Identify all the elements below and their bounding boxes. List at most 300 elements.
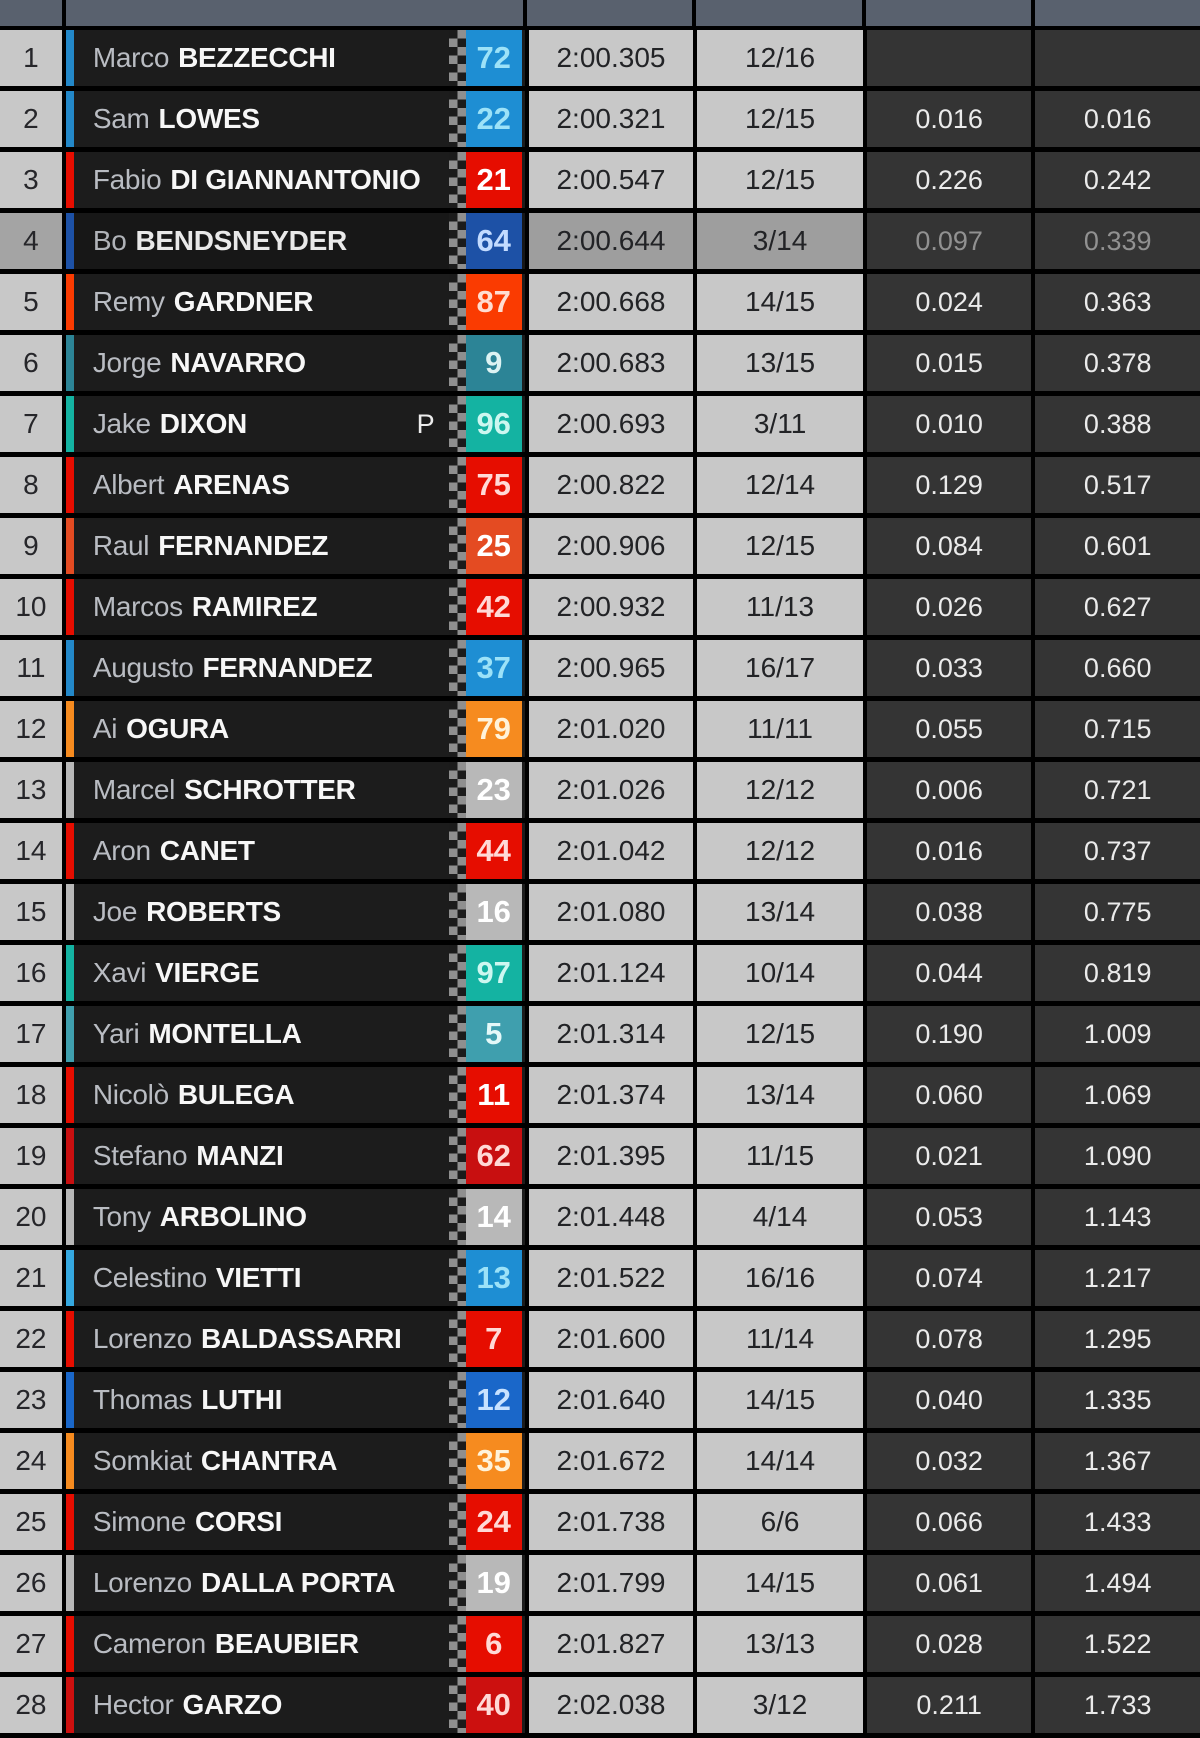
gap-first-cell: 0.242 [1035, 152, 1200, 208]
team-color-stripe [66, 1372, 74, 1428]
position-cell: 27 [0, 1616, 62, 1672]
rider-name-label: Marcel SCHROTTER [92, 774, 356, 805]
rider-surname: NAVARRO [170, 347, 306, 378]
rider-row-12[interactable] [0, 701, 1200, 757]
gap-first-cell: 0.737 [1035, 823, 1200, 879]
rider-row-11[interactable] [0, 640, 1200, 696]
position-cell: 8 [0, 457, 62, 513]
rider-name-label: Nicolò BULEGA [92, 1079, 295, 1110]
rider-name-cell [66, 152, 525, 208]
rider-name-cell [66, 1311, 525, 1367]
team-color-stripe [66, 1677, 74, 1733]
position-cell: 18 [0, 1067, 62, 1123]
rider-surname: BEZZECCHI [178, 42, 336, 73]
rider-name-cell [66, 274, 525, 330]
rider-surname: BEAUBIER [214, 1628, 359, 1659]
gap-first-cell: 0.775 [1035, 884, 1200, 940]
rider-number-badge: 11 [466, 1067, 522, 1123]
gap-previous-cell: 0.044 [867, 945, 1032, 1001]
team-color-stripe [66, 884, 74, 940]
team-color-stripe [66, 1006, 74, 1062]
rider-row-6[interactable] [0, 335, 1200, 391]
position-cell: 21 [0, 1250, 62, 1306]
team-color-stripe [66, 823, 74, 879]
rider-number-badge: 97 [466, 945, 522, 1001]
gap-previous-cell: 0.074 [867, 1250, 1032, 1306]
position-cell: 14 [0, 823, 62, 879]
laps-cell: 12/16 [697, 30, 863, 86]
checkered-divider [449, 1433, 466, 1489]
team-color-stripe [66, 457, 74, 513]
rider-name-label: Tony ARBOLINO [92, 1201, 307, 1232]
rider-row-18[interactable] [0, 1067, 1200, 1123]
laps-cell: 12/15 [697, 518, 863, 574]
rider-name-cell [66, 762, 525, 818]
gap-previous-cell: 0.061 [867, 1555, 1032, 1611]
gap-first-cell: 1.367 [1035, 1433, 1200, 1489]
team-color-stripe [66, 91, 74, 147]
lap-time-cell: 2:01.124 [529, 945, 694, 1001]
checkered-divider [449, 30, 466, 86]
checkered-divider [449, 1006, 466, 1062]
lap-time-cell: 2:01.738 [529, 1494, 694, 1550]
position-cell: 10 [0, 579, 62, 635]
rider-name-cell [66, 640, 525, 696]
laps-cell: 12/12 [697, 823, 863, 879]
position-cell: 19 [0, 1128, 62, 1184]
lap-time-cell: 2:00.693 [529, 396, 694, 452]
gap-previous-cell: 0.028 [867, 1616, 1032, 1672]
checkered-divider [449, 213, 466, 269]
team-color-stripe [66, 152, 74, 208]
gap-previous-cell: 0.032 [867, 1433, 1032, 1489]
position-cell: 4 [0, 213, 62, 269]
position-cell: 16 [0, 945, 62, 1001]
rider-number-badge: 44 [466, 823, 522, 879]
lap-time-cell: 2:00.547 [529, 152, 694, 208]
checkered-divider [449, 274, 466, 330]
rider-name-cell [66, 213, 525, 269]
checkered-divider [449, 579, 466, 635]
checkered-divider [449, 1311, 466, 1367]
checkered-divider [449, 701, 466, 757]
rider-name-cell [66, 91, 525, 147]
rider-surname: VIETTI [215, 1262, 302, 1293]
rider-row-1[interactable] [0, 30, 1200, 86]
rider-number-badge: 16 [466, 884, 522, 940]
laps-cell: 11/15 [697, 1128, 863, 1184]
team-color-stripe [66, 1311, 74, 1367]
gap-previous-cell: 0.055 [867, 701, 1032, 757]
laps-cell: 12/15 [697, 152, 863, 208]
gap-previous-cell: 0.026 [867, 579, 1032, 635]
header-gap-first-cell [1035, 0, 1200, 26]
position-cell: 25 [0, 1494, 62, 1550]
position-cell: 5 [0, 274, 62, 330]
lap-time-cell: 2:01.827 [529, 1616, 694, 1672]
lap-time-cell: 2:02.038 [529, 1677, 694, 1733]
rider-number-badge: 72 [466, 30, 522, 86]
rider-surname: DALLA PORTA [200, 1567, 396, 1598]
laps-cell: 16/16 [697, 1250, 863, 1306]
lap-time-cell: 2:00.321 [529, 91, 694, 147]
rider-row-25[interactable] [0, 1494, 1200, 1550]
gap-previous-cell: 0.060 [867, 1067, 1032, 1123]
rider-name-label: Marcos RAMIREZ [92, 591, 318, 622]
gap-first-cell [1035, 30, 1200, 86]
team-color-stripe [66, 701, 74, 757]
team-color-stripe [66, 335, 74, 391]
checkered-divider [449, 396, 466, 452]
rider-row-8[interactable] [0, 457, 1200, 513]
rider-name-label: Stefano MANZI [92, 1140, 284, 1171]
rider-row-13[interactable] [0, 762, 1200, 818]
rider-row-14[interactable] [0, 823, 1200, 879]
position-cell: 17 [0, 1006, 62, 1062]
header-laps-cell [696, 0, 862, 26]
position-cell: 28 [0, 1677, 62, 1733]
rider-number-badge: 24 [466, 1494, 522, 1550]
position-cell: 24 [0, 1433, 62, 1489]
position-cell: 13 [0, 762, 62, 818]
rider-name-label: Thomas LUTHI [92, 1384, 283, 1415]
header-rider-cell [66, 0, 523, 26]
lap-time-cell: 2:01.600 [529, 1311, 694, 1367]
checkered-divider [449, 884, 466, 940]
rider-row-28[interactable] [0, 1677, 1200, 1733]
rider-name-cell [66, 1006, 525, 1062]
position-cell: 6 [0, 335, 62, 391]
rider-number-badge: 21 [466, 152, 522, 208]
rider-number-badge: 14 [466, 1189, 522, 1245]
rider-name-cell [66, 945, 525, 1001]
lap-time-cell: 2:00.932 [529, 579, 694, 635]
rider-surname: MANZI [196, 1140, 284, 1171]
rider-number-badge: 23 [466, 762, 522, 818]
rider-number-badge: 87 [466, 274, 522, 330]
lap-time-cell: 2:00.906 [529, 518, 694, 574]
gap-first-cell: 1.433 [1035, 1494, 1200, 1550]
gap-first-cell: 1.295 [1035, 1311, 1200, 1367]
rider-surname: VIERGE [155, 957, 260, 988]
position-cell: 3 [0, 152, 62, 208]
gap-previous-cell: 0.015 [867, 335, 1032, 391]
laps-cell: 12/15 [697, 1006, 863, 1062]
rider-name-label: Xavi VIERGE [92, 957, 260, 988]
rider-row-3[interactable] [0, 152, 1200, 208]
rider-name-label: Jake DIXON [92, 408, 247, 439]
rider-row-19[interactable] [0, 1128, 1200, 1184]
gap-first-cell: 1.009 [1035, 1006, 1200, 1062]
gap-first-cell: 0.819 [1035, 945, 1200, 1001]
checkered-divider [449, 1067, 466, 1123]
rider-number-badge: 12 [466, 1372, 522, 1428]
checkered-divider [449, 945, 466, 1001]
team-color-stripe [66, 1433, 74, 1489]
gap-first-cell: 0.601 [1035, 518, 1200, 574]
laps-cell: 13/14 [697, 884, 863, 940]
checkered-divider [449, 1250, 466, 1306]
rider-name-cell [66, 1555, 525, 1611]
team-color-stripe [66, 1555, 74, 1611]
rider-name-label: Ai OGURA [92, 713, 229, 744]
rider-surname: FERNANDEZ [158, 530, 329, 561]
team-color-stripe [66, 762, 74, 818]
rider-name-label: Celestino VIETTI [92, 1262, 302, 1293]
rider-surname: SCHROTTER [184, 774, 356, 805]
laps-cell: 3/11 [697, 396, 863, 452]
table-header-row [0, 0, 1200, 26]
gap-previous-cell: 0.010 [867, 396, 1032, 452]
rider-name-cell [66, 823, 525, 879]
rider-row-20[interactable] [0, 1189, 1200, 1245]
laps-cell: 3/12 [697, 1677, 863, 1733]
gap-previous-cell: 0.129 [867, 457, 1032, 513]
gap-previous-cell: 0.040 [867, 1372, 1032, 1428]
laps-cell: 11/13 [697, 579, 863, 635]
lap-time-cell: 2:01.448 [529, 1189, 694, 1245]
team-color-stripe [66, 945, 74, 1001]
lap-time-cell: 2:00.683 [529, 335, 694, 391]
position-cell: 11 [0, 640, 62, 696]
team-color-stripe [66, 1616, 74, 1672]
gap-previous-cell: 0.078 [867, 1311, 1032, 1367]
rider-name-label: Simone CORSI [92, 1506, 283, 1537]
position-cell: 15 [0, 884, 62, 940]
rider-row-21[interactable] [0, 1250, 1200, 1306]
lap-time-cell: 2:01.799 [529, 1555, 694, 1611]
rider-surname: ARENAS [173, 469, 290, 500]
rider-row-23[interactable] [0, 1372, 1200, 1428]
lap-time-cell: 2:01.672 [529, 1433, 694, 1489]
checkered-divider [449, 823, 466, 879]
laps-cell: 13/15 [697, 335, 863, 391]
gap-first-cell: 1.335 [1035, 1372, 1200, 1428]
rider-number-badge: 35 [466, 1433, 522, 1489]
rider-name-cell [66, 1128, 525, 1184]
team-color-stripe [66, 1250, 74, 1306]
rider-surname: GARDNER [173, 286, 314, 317]
rider-name-label: Lorenzo BALDASSARRI [92, 1323, 402, 1354]
rider-surname: ARBOLINO [159, 1201, 307, 1232]
gap-previous-cell: 0.016 [867, 91, 1032, 147]
laps-cell: 16/17 [697, 640, 863, 696]
rider-row-17[interactable] [0, 1006, 1200, 1062]
team-color-stripe [66, 30, 74, 86]
rider-name-cell [66, 701, 525, 757]
rider-number-badge: 22 [466, 91, 522, 147]
lap-time-cell: 2:00.305 [529, 30, 694, 86]
rider-rows [0, 30, 1200, 1733]
lap-time-cell: 2:00.822 [529, 457, 694, 513]
rider-surname: ROBERTS [146, 896, 281, 927]
rider-row-5[interactable] [0, 274, 1200, 330]
checkered-divider [449, 1677, 466, 1733]
checkered-divider [449, 91, 466, 147]
gap-first-cell: 0.517 [1035, 457, 1200, 513]
position-cell: 7 [0, 396, 62, 452]
rider-name-label: Yari MONTELLA [92, 1018, 302, 1049]
rider-name-label: Joe ROBERTS [92, 896, 281, 927]
lap-time-cell: 2:01.314 [529, 1006, 694, 1062]
laps-cell: 14/15 [697, 1555, 863, 1611]
rider-row-4[interactable] [0, 213, 1200, 269]
gap-first-cell: 1.069 [1035, 1067, 1200, 1123]
rider-surname: FERNANDEZ [202, 652, 373, 683]
rider-row-2[interactable] [0, 91, 1200, 147]
gap-previous-cell: 0.006 [867, 762, 1032, 818]
rider-surname: LOWES [158, 103, 260, 134]
team-color-stripe [66, 579, 74, 635]
lap-time-cell: 2:01.080 [529, 884, 694, 940]
gap-first-cell: 0.378 [1035, 335, 1200, 391]
lap-time-cell: 2:00.644 [529, 213, 694, 269]
rider-surname: CHANTRA [200, 1445, 338, 1476]
rider-name-cell [66, 1250, 525, 1306]
checkered-divider [449, 1189, 466, 1245]
lap-time-cell: 2:01.395 [529, 1128, 694, 1184]
gap-previous-cell: 0.021 [867, 1128, 1032, 1184]
rider-name-label: Lorenzo DALLA PORTA [92, 1567, 396, 1598]
rider-number-badge: 7 [466, 1311, 522, 1367]
rider-row-9[interactable] [0, 518, 1200, 574]
gap-first-cell: 1.522 [1035, 1616, 1200, 1672]
checkered-divider [449, 518, 466, 574]
rider-name-label: Sam LOWES [92, 103, 260, 134]
rider-surname: BALDASSARRI [200, 1323, 402, 1354]
team-color-stripe [66, 396, 74, 452]
team-color-stripe [66, 1189, 74, 1245]
rider-row-26[interactable] [0, 1555, 1200, 1611]
rider-name-cell [66, 396, 525, 452]
rider-name-cell [66, 30, 525, 86]
rider-surname: MONTELLA [148, 1018, 302, 1049]
gap-first-cell: 0.715 [1035, 701, 1200, 757]
gap-previous-cell: 0.226 [867, 152, 1032, 208]
rider-name-cell [66, 1433, 525, 1489]
lap-time-cell: 2:01.640 [529, 1372, 694, 1428]
gap-previous-cell: 0.024 [867, 274, 1032, 330]
gap-previous-cell: 0.033 [867, 640, 1032, 696]
rider-row-16[interactable] [0, 945, 1200, 1001]
laps-cell: 13/13 [697, 1616, 863, 1672]
lap-time-cell: 2:01.026 [529, 762, 694, 818]
rider-number-badge: 5 [466, 1006, 522, 1062]
rider-surname: BENDSNEYDER [135, 225, 347, 256]
rider-name-label: Augusto FERNANDEZ [92, 652, 373, 683]
gap-first-cell: 0.721 [1035, 762, 1200, 818]
laps-cell: 4/14 [697, 1189, 863, 1245]
checkered-divider [449, 1616, 466, 1672]
gap-first-cell: 0.363 [1035, 274, 1200, 330]
lap-time-cell: 2:00.668 [529, 274, 694, 330]
rider-row-10[interactable] [0, 579, 1200, 635]
rider-row-22[interactable] [0, 1311, 1200, 1367]
laps-cell: 13/14 [697, 1067, 863, 1123]
rider-name-label: Jorge NAVARRO [92, 347, 306, 378]
gap-first-cell: 1.143 [1035, 1189, 1200, 1245]
team-color-stripe [66, 518, 74, 574]
rider-surname: GARZO [182, 1689, 283, 1720]
gap-previous-cell: 0.066 [867, 1494, 1032, 1550]
rider-surname: LUTHI [201, 1384, 283, 1415]
gap-previous-cell: 0.053 [867, 1189, 1032, 1245]
gap-first-cell: 0.016 [1035, 91, 1200, 147]
rider-row-27[interactable] [0, 1616, 1200, 1672]
rider-row-24[interactable] [0, 1433, 1200, 1489]
rider-number-badge: 25 [466, 518, 522, 574]
rider-row-15[interactable] [0, 884, 1200, 940]
checkered-divider [449, 1494, 466, 1550]
rider-name-label: Bo BENDSNEYDER [92, 225, 347, 256]
position-cell: 26 [0, 1555, 62, 1611]
team-color-stripe [66, 213, 74, 269]
laps-cell: 12/12 [697, 762, 863, 818]
laps-cell: 12/14 [697, 457, 863, 513]
gap-first-cell: 0.627 [1035, 579, 1200, 635]
rider-row-7[interactable] [0, 396, 1200, 452]
checkered-divider [449, 1555, 466, 1611]
team-color-stripe [66, 640, 74, 696]
position-cell: 1 [0, 30, 62, 86]
rider-name-label: Fabio DI GIANNANTONIO [92, 164, 421, 195]
gap-first-cell: 1.494 [1035, 1555, 1200, 1611]
checkered-divider [449, 762, 466, 818]
gap-previous-cell: 0.097 [867, 213, 1032, 269]
rider-number-badge: 42 [466, 579, 522, 635]
laps-cell: 10/14 [697, 945, 863, 1001]
rider-number-badge: 13 [466, 1250, 522, 1306]
gap-previous-cell [867, 30, 1032, 86]
checkered-divider [449, 457, 466, 513]
rider-number-badge: 64 [466, 213, 522, 269]
laps-cell: 14/14 [697, 1433, 863, 1489]
lap-time-cell: 2:01.374 [529, 1067, 694, 1123]
rider-name-cell [66, 1494, 525, 1550]
rider-name-label: Albert ARENAS [92, 469, 290, 500]
rider-number-badge: 19 [466, 1555, 522, 1611]
checkered-divider [449, 152, 466, 208]
rider-name-cell [66, 1616, 525, 1672]
team-color-stripe [66, 274, 74, 330]
rider-number-badge: 79 [466, 701, 522, 757]
position-cell: 12 [0, 701, 62, 757]
rider-name-label: Marco BEZZECCHI [92, 42, 336, 73]
rider-name-cell [66, 335, 525, 391]
laps-cell: 11/11 [697, 701, 863, 757]
rider-number-badge: 9 [466, 335, 522, 391]
position-cell: 22 [0, 1311, 62, 1367]
rider-number-badge: 62 [466, 1128, 522, 1184]
rider-name-cell [66, 457, 525, 513]
team-color-stripe [66, 1494, 74, 1550]
rider-number-badge: 75 [466, 457, 522, 513]
team-color-stripe [66, 1128, 74, 1184]
rider-surname: CANET [159, 835, 255, 866]
rider-name-label: Somkiat CHANTRA [92, 1445, 338, 1476]
rider-name-cell [66, 884, 525, 940]
lap-time-cell: 2:01.522 [529, 1250, 694, 1306]
position-cell: 20 [0, 1189, 62, 1245]
laps-cell: 3/14 [697, 213, 863, 269]
rider-name-label: Aron CANET [92, 835, 255, 866]
lap-time-cell: 2:01.042 [529, 823, 694, 879]
rider-name-cell [66, 1677, 525, 1733]
position-cell: 9 [0, 518, 62, 574]
rider-name-cell [66, 1189, 525, 1245]
laps-cell: 11/14 [697, 1311, 863, 1367]
gap-previous-cell: 0.190 [867, 1006, 1032, 1062]
